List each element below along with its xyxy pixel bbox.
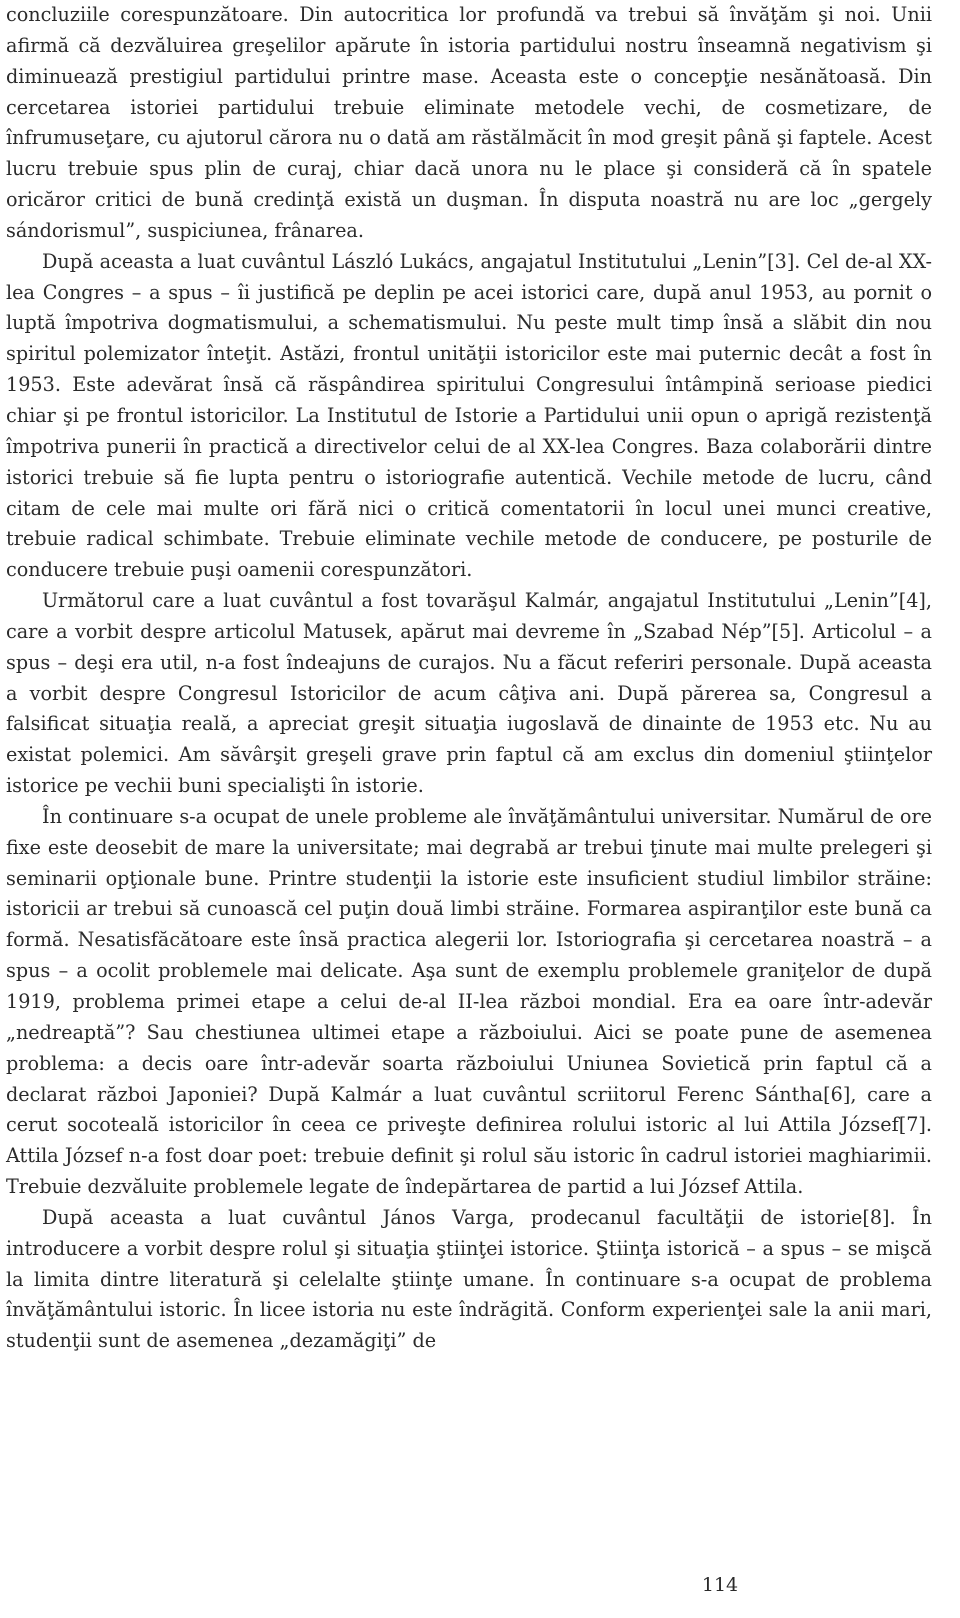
document-page (6, 0, 932, 1357)
paragraph-continuation: concluziile corespunzătoare. Din autocritica lor profundă va trebui să învăţăm şi noi. Unii afirmă că dezvăluirea greşelilor apărute în istoria partidului nostru înseamnă negativism şi diminuează prestigiul partidului printre mase. Aceasta este o concepţie nesănătoasă. Din cercetarea istoriei partidului trebuie eliminate metodele vechi, de cosmetizare, de înfrumuseţare, cu ajutorul cărora nu o dată am răstălmăcit în mod greşit până şi faptele. Acest lucru trebuie spus plin de curaj, chiar dacă unora nu le place şi consideră că în spatele oricăror critici de bună credinţă există un duşman. În disputa noastră nu are loc „gergely sándorismul”, suspiciunea, frânarea. (6, 3, 932, 242)
page-number: 114 (701, 1574, 739, 1596)
paragraph-varga: După aceasta a luat cuvântul János Varga, prodecanul facultăţii de istorie[8]. În introducere a vorbit despre rolul şi situaţia ştiinţei istorice. Ştiinţa istorică – a spus – se mişcă la limita dintre literatură şi celelalte ştiinţe umane. În continuare s-a ocupat de problema învăţământului istoric. În licee istoria nu este îndrăgită. Conform experienţei sale la anii mari, studenţii sunt de asemenea „dezamăgiţi” de (6, 1205, 932, 1353)
paragraph-kalmar: Următorul care a luat cuvântul a fost tovarăşul Kalmár, angajatul Institutului „Lenin”[4], care a vorbit despre articolul Matusek, apărut mai devreme în „Szabad Nép”[5]. Articolul – a spus – deşi era util, n-a fost îndeajuns de curajos. Nu a făcut referiri personale. După aceasta a vorbit despre Congresul Istoricilor de acum câţiva ani. După părerea sa, Congresul a falsificat situaţia reală, a apreciat greşit situaţia iugoslavă de dinainte de 1953 etc. Nu au existat polemici. Am săvârşit greşeli grave prin faptul că am exclus din domeniul ştiinţelor istorice pe vechii buni specialişti în istorie. (6, 589, 932, 798)
paragraph-lukacs: După aceasta a luat cuvântul László Lukács, angajatul Institutului „Lenin”[3]. Cel de-al XX-lea Congres – a spus – îi justifică pe deplin pe acei istorici care, după anul 1953, au pornit o luptă împotriva dogmatismului, a schematismului. Nu peste mult timp însă a slăbit din nou spiritul polemizator înteţit. Astăzi, frontul unităţii istoricilor este mai puternic decât a fost în 1953. Este adevărat însă că răspândirea spiritului Congresului întâmpină serioase piedici chiar şi pe frontul istoricilor. La Institutul de Istorie a Partidului unii opun o aprigă rezistenţă împotriva punerii în practică a directivelor celui de al XX-lea Congres. Baza colaborării dintre istorici trebuie să fie lupta pentru o istoriografie autentică. Vechile metode de lucru, când citam de cele mai multe ori fără nici o critică comentatorii în locul unei munci creative, trebuie radical schimbate. Trebuie eliminate vechile metode de conducere, pe posturile de conducere trebuie puşi oamenii corespunzători. (6, 249, 932, 582)
paragraph-university-education: În continuare s-a ocupat de unele probleme ale învăţământului universitar. Numărul de ore fixe este deosebit de mare la universitate; mai degrabă ar trebui ţinute mai multe prelegeri şi seminarii opţionale bune. Printre studenţii la istorie este insuficient studiul limbilor străine: istoricii ar trebui să cunoască cel puţin două limbi străine. Formarea aspiranţilor este bună ca formă. Nesatisfăcătoare este însă practica alegerii lor. Istoriografia şi cercetarea noastră – a spus – a ocolit problemele mai delicate. Aşa sunt de exemplu problemele graniţelor de după 1919, problema primei etape a celui de-al II-lea război mondial. Era ea oare într-adevăr „nedreaptă”? Sau chestiunea ultimei etape a războiului. Aici se poate pune de asemenea problema: a decis oare într-adevăr soarta războiului Uniunea Sovietică prin faptul că a declarat război Japoniei? După Kalmár a luat cuvântul scriitorul Ferenc Sántha[6], care a cerut socoteală istoricilor în ceea ce priveşte definirea rolului istoric al lui Attila József[7]. Attila József n-a fost doar poet: trebuie definit şi rolul său istoric în cadrul istoriei maghiarimii. Trebuie dezvăluite problemele legate de îndepărtarea de partid a lui József Attila. (6, 804, 932, 1199)
